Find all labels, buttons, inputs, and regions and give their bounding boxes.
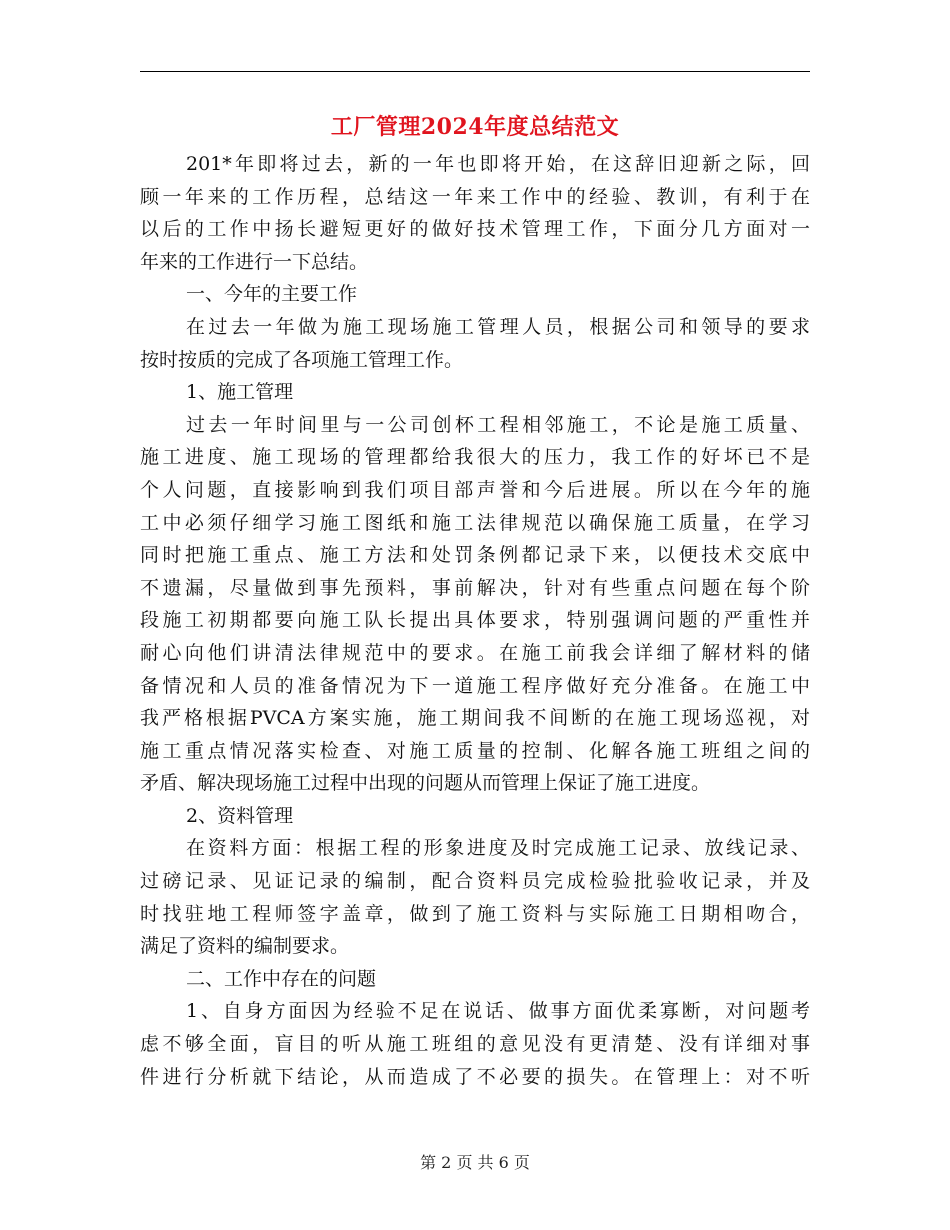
section-heading: 二、工作中存在的问题 [186, 967, 377, 990]
body-line: 不遗漏，尽量做到事先预料，事前解决，针对有些重点问题在每个阶 [140, 576, 810, 599]
page-number: 第 2 页 共 6 页 [420, 1153, 530, 1172]
subsection-heading: 1、施工管理 [186, 381, 294, 404]
body-line: 备情况和人员的准备情况为下一道施工程序做好充分准备。在施工中 [140, 674, 810, 697]
body-line: 在过去一年做为施工现场施工管理人员，根据公司和领导的要求 [186, 315, 810, 338]
subsection-heading: 2、资料管理 [186, 804, 294, 827]
document-body [140, 148, 810, 1093]
body-line: 201*年即将过去，新的一年也即将开始，在这辞旧迎新之际，回 [186, 153, 810, 175]
body-line: 满足了资料的编制要求。 [140, 935, 350, 958]
body-line: 施工重点情况落实检查、对施工质量的控制、化解各施工班组之间的 [140, 739, 810, 762]
body-line: 件进行分析就下结论，从而造成了不必要的损失。在管理上：对不听 [140, 1065, 810, 1088]
body-line: 过去一年时间里与一公司创杯工程相邻施工，不论是施工质量、 [186, 413, 810, 436]
body-line: 耐心向他们讲清法律规范中的要求。在施工前我会详细了解材料的储 [140, 641, 810, 664]
document-title: 工厂管理2024年度总结范文 [330, 114, 620, 140]
body-line: 段施工初期都要向施工队长提出具体要求，特别强调问题的严重性并 [140, 609, 810, 632]
body-line: 矛盾、解决现场施工过程中出现的问题从而管理上保证了施工进度。 [140, 772, 711, 795]
header-rule [140, 71, 810, 72]
section-heading: 一、今年的主要工作 [186, 283, 358, 306]
body-line: 施工进度、施工现场的管理都给我很大的压力，我工作的好坏已不是 [140, 446, 810, 469]
body-line: 以后的工作中扬长避短更好的做好技术管理工作，下面分几方面对一 [140, 218, 810, 241]
body-line: 年来的工作进行一下总结。 [140, 250, 369, 273]
body-line: 在资料方面：根据工程的形象进度及时完成施工记录、放线记录、 [186, 837, 810, 860]
body-line: 同时把施工重点、施工方法和处罚条例都记录下来，以便技术交底中 [140, 544, 810, 567]
body-line: 1、自身方面因为经验不足在说话、做事方面优柔寡断，对问题考 [186, 1000, 810, 1023]
body-line: 按时按质的完成了各项施工管理工作。 [140, 348, 464, 371]
body-line: 顾一年来的工作历程，总结这一年来工作中的经验、教训，有利于在 [140, 185, 810, 208]
body-line: 我严格根据PVCA方案实施，施工期间我不间断的在施工现场巡视，对 [140, 707, 810, 730]
body-line: 工中必须仔细学习施工图纸和施工法律规范以确保施工质量，在学习 [140, 511, 810, 534]
body-line: 虑不够全面，盲目的听从施工班组的意见没有更清楚、没有详细对事 [140, 1033, 810, 1056]
body-line: 时找驻地工程师签字盖章，做到了施工资料与实际施工日期相吻合， [140, 902, 810, 925]
body-line: 过磅记录、见证记录的编制，配合资料员完成检验批验收记录，并及 [140, 870, 810, 893]
body-line: 个人问题，直接影响到我们项目部声誉和今后进展。所以在今年的施 [140, 478, 810, 501]
